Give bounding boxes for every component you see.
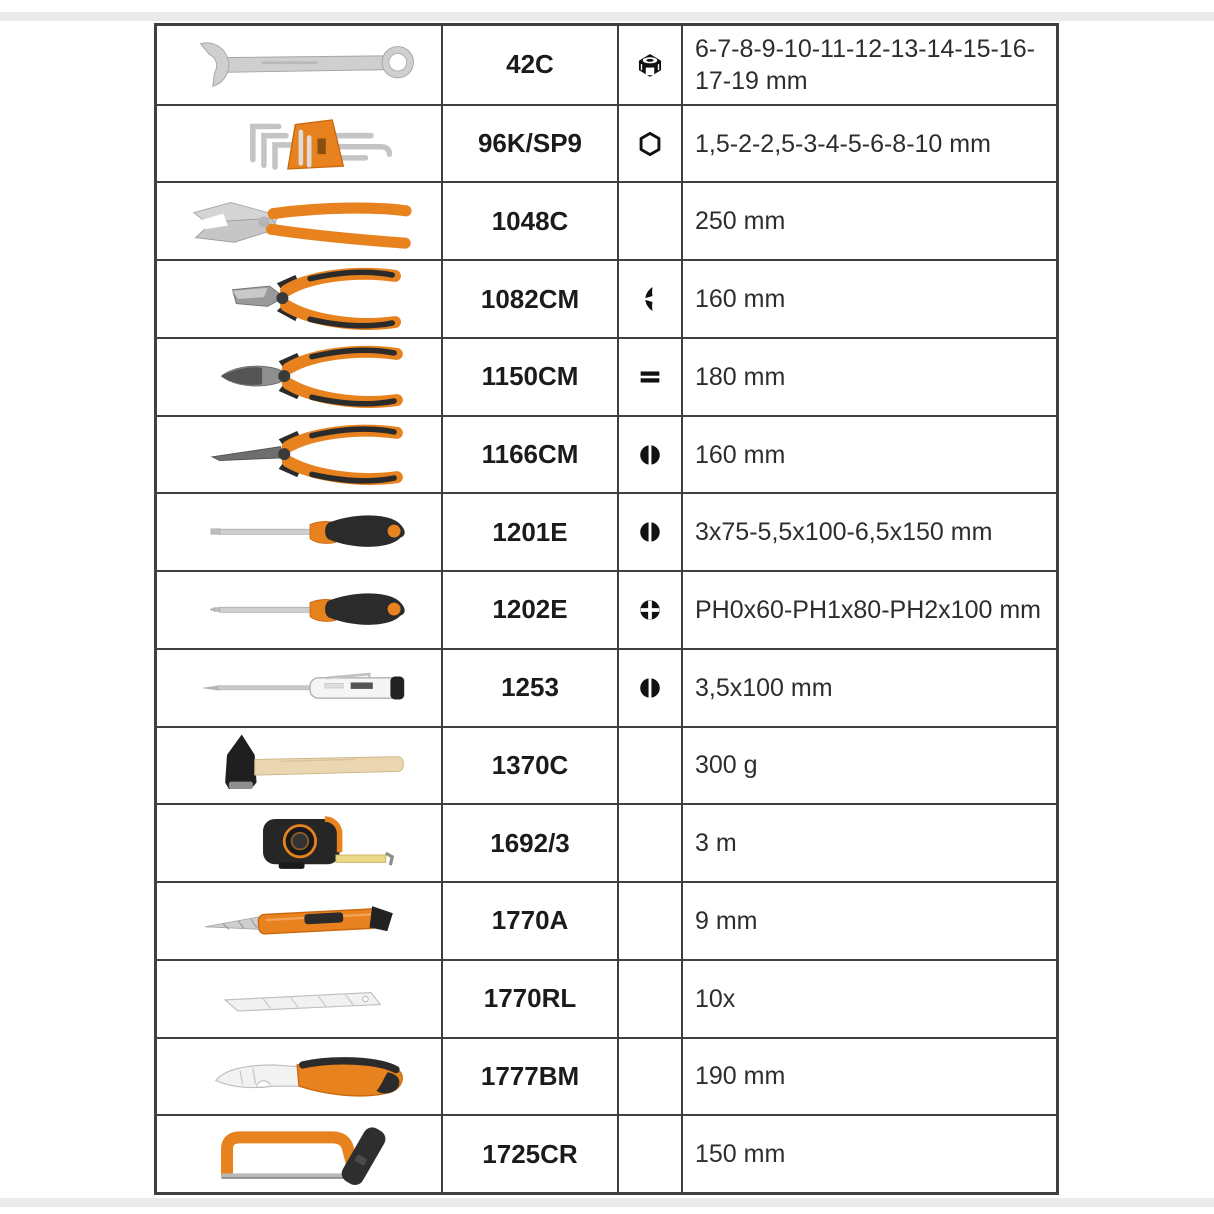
utility-knife-image — [166, 885, 432, 957]
type-icon-cell — [617, 183, 681, 259]
product-image-cell — [157, 339, 441, 415]
product-image-cell — [157, 728, 441, 804]
type-icon-cell — [617, 572, 681, 648]
size-spec: 10x — [681, 961, 1056, 1037]
product-image-cell — [157, 1039, 441, 1115]
product-code: 1202E — [441, 572, 617, 648]
voltage-tester-image — [166, 652, 432, 724]
product-image-cell — [157, 883, 441, 959]
type-icon-cell — [617, 961, 681, 1037]
type-icon-cell — [617, 339, 681, 415]
page-bottom-band — [0, 1198, 1214, 1207]
combination-wrench-set-image — [166, 29, 432, 101]
table-row-1150cm — [157, 337, 1056, 415]
product-code: 1770RL — [441, 961, 617, 1037]
product-image-cell — [157, 106, 441, 182]
product-image-cell — [157, 572, 441, 648]
table-row-1370c — [157, 726, 1056, 804]
size-spec: 9 mm — [681, 883, 1056, 959]
table-row-1770rl — [157, 959, 1056, 1037]
slotted-screw-icon — [633, 515, 667, 549]
slip-joint-pliers-image — [166, 185, 432, 257]
type-icon-cell — [617, 417, 681, 493]
product-image-cell — [157, 650, 441, 726]
table-row-42c — [157, 26, 1056, 104]
slotted-screw-icon — [633, 438, 667, 472]
size-spec: 3 m — [681, 805, 1056, 881]
size-spec: 6-7-8-9-10-11-12-13-14-15-16-17-19 mm — [681, 26, 1056, 104]
table-row-96k-sp9 — [157, 104, 1056, 182]
product-code: 96K/SP9 — [441, 106, 617, 182]
table-row-1202e — [157, 570, 1056, 648]
phillips-screw-icon — [633, 593, 667, 627]
product-image-cell — [157, 494, 441, 570]
hammer-image — [166, 729, 432, 801]
table-row-1725cr — [157, 1114, 1056, 1192]
table-row-1770a — [157, 881, 1056, 959]
product-image-cell — [157, 183, 441, 259]
product-image-cell — [157, 805, 441, 881]
flat-screwdriver-image — [166, 496, 432, 568]
type-icon-cell — [617, 1116, 681, 1192]
size-spec: 180 mm — [681, 339, 1056, 415]
diagonal-cutters-image — [166, 263, 432, 335]
combination-pliers-image — [166, 341, 432, 413]
table-row-1082cm — [157, 259, 1056, 337]
product-code: 1048C — [441, 183, 617, 259]
type-icon-cell — [617, 106, 681, 182]
product-image-cell — [157, 26, 441, 104]
side-cutter-icon — [633, 282, 667, 316]
type-icon-cell — [617, 26, 681, 104]
product-code: 1150CM — [441, 339, 617, 415]
long-nose-pliers-image — [166, 419, 432, 491]
product-code: 1166CM — [441, 417, 617, 493]
product-code: 1253 — [441, 650, 617, 726]
size-spec: 300 g — [681, 728, 1056, 804]
product-code: 1201E — [441, 494, 617, 570]
type-icon-cell — [617, 728, 681, 804]
tape-measure-image — [166, 807, 432, 879]
product-image-cell — [157, 961, 441, 1037]
page-top-band — [0, 12, 1214, 21]
size-spec: 3,5x100 mm — [681, 650, 1056, 726]
product-code: 1725CR — [441, 1116, 617, 1192]
product-code: 1692/3 — [441, 805, 617, 881]
table-row-1201e — [157, 492, 1056, 570]
table-row-1253 — [157, 648, 1056, 726]
size-spec: 250 mm — [681, 183, 1056, 259]
size-spec: PH0x60-PH1x80-PH2x100 mm — [681, 572, 1056, 648]
product-code: 1777BM — [441, 1039, 617, 1115]
hex-socket-icon — [633, 127, 667, 161]
table-row-1166cm — [157, 415, 1056, 493]
type-icon-cell — [617, 494, 681, 570]
phillips-screwdriver-image — [166, 574, 432, 646]
product-code: 1082CM — [441, 261, 617, 337]
product-code: 1370C — [441, 728, 617, 804]
table-row-1692-3 — [157, 803, 1056, 881]
flat-jaws-icon — [633, 360, 667, 394]
spare-blades-image — [166, 963, 432, 1035]
product-image-cell — [157, 261, 441, 337]
product-image-cell — [157, 1116, 441, 1192]
table-row-1048c — [157, 181, 1056, 259]
product-code: 42C — [441, 26, 617, 104]
size-spec: 160 mm — [681, 261, 1056, 337]
type-icon-cell — [617, 650, 681, 726]
size-spec: 150 mm — [681, 1116, 1056, 1192]
cable-stripping-knife-image — [166, 1040, 432, 1112]
size-spec: 3x75-5,5x100-6,5x150 mm — [681, 494, 1056, 570]
product-image-cell — [157, 417, 441, 493]
type-icon-cell — [617, 1039, 681, 1115]
size-spec: 1,5-2-2,5-3-4-5-6-8-10 mm — [681, 106, 1056, 182]
slotted-screw-icon — [633, 671, 667, 705]
tool-spec-table — [154, 23, 1059, 1195]
table-row-1777bm — [157, 1037, 1056, 1115]
product-code: 1770A — [441, 883, 617, 959]
hex-key-set-image — [166, 108, 432, 180]
type-icon-cell — [617, 261, 681, 337]
type-icon-cell — [617, 805, 681, 881]
mini-hacksaw-image — [166, 1118, 432, 1190]
size-spec: 160 mm — [681, 417, 1056, 493]
type-icon-cell — [617, 883, 681, 959]
hex-nut-icon — [633, 48, 667, 82]
size-spec: 190 mm — [681, 1039, 1056, 1115]
